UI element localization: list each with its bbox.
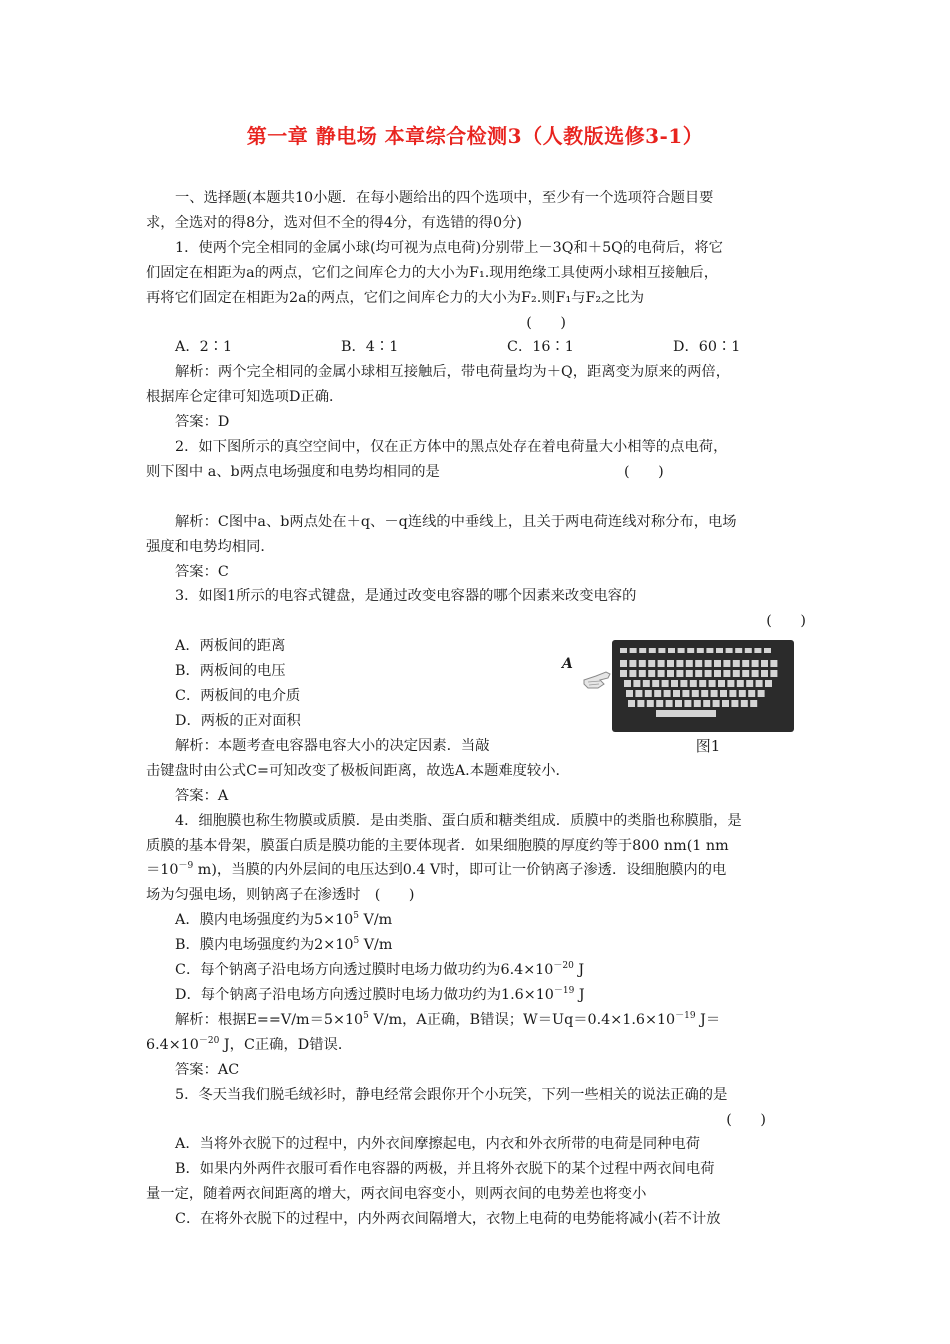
keyboard-key	[756, 680, 763, 687]
keyboard-key	[666, 700, 673, 707]
q2-stem: 2．如下图所示的真空空间中，仅在正方体中的黑点处存在着电荷量大小相等的点电荷，	[175, 439, 728, 456]
q3-analysis-cont: 击键盘时由公式C=可知改变了极板间距离，故选A.本题难度较小．	[146, 762, 570, 779]
keyboard-key	[733, 660, 740, 667]
text: 6.4×10	[146, 1036, 199, 1053]
q2-analysis-cont: 强度和电势均相同．	[146, 538, 275, 555]
keyboard-key	[629, 670, 636, 677]
keyboard-key	[620, 670, 627, 677]
keyboard-key	[711, 690, 718, 697]
q1-answer: 答案：D	[175, 414, 230, 431]
keyboard-key	[652, 680, 659, 687]
keyboard-key	[714, 670, 721, 677]
q5-stem: 5．冬天当我们脱毛绒衫时，静电经常会跟你开个小玩笑，下列一些相关的说法正确的是	[175, 1086, 728, 1103]
text: V/m，A正确，B错误；W＝Uq＝0.4×1.6×10	[368, 1011, 676, 1028]
q4-stem-cont: 质膜的基本骨架，膜蛋白质是膜功能的主要体现者．如果细胞膜的厚度约等于800 nm(1 nm	[146, 837, 729, 854]
text: V/m	[359, 937, 393, 954]
keyboard-key	[682, 690, 689, 697]
keyboard-key	[668, 648, 675, 653]
q4-answer: 答案：AC	[175, 1061, 240, 1078]
keyboard-key	[643, 680, 650, 687]
keyboard-key	[733, 670, 740, 677]
keyboard-key	[709, 680, 716, 687]
keyboard-key	[705, 660, 712, 667]
keyboard-key	[726, 648, 733, 653]
keyboard-key	[761, 660, 768, 667]
document-body	[146, 186, 810, 1232]
keyboard-keys	[616, 646, 792, 728]
keyboard-key	[690, 680, 697, 687]
q1-options	[146, 335, 810, 360]
q3-answer-paren	[146, 609, 810, 634]
figure-label-a: A	[562, 656, 573, 673]
superscript: 5	[353, 911, 359, 922]
superscript: －9	[178, 861, 194, 872]
q4-stem-cont: 场为匀强电场，则钠离子在渗透时 ( )	[146, 887, 415, 904]
superscript: －20	[198, 1035, 220, 1046]
keyboard-key	[656, 700, 663, 707]
keyboard-key	[658, 670, 665, 677]
keyboard-key	[720, 690, 727, 697]
keyboard-key	[630, 648, 637, 653]
keyboard-key	[680, 680, 687, 687]
q3-option-c: C．两板间的电介质	[175, 688, 301, 705]
text: C．每个钠离子沿电场方向透过膜时电场力做功约为6.4×10	[175, 962, 554, 979]
keyboard-key	[639, 660, 646, 667]
keyboard-key	[694, 700, 701, 707]
q4-stem: 4．细胞膜也称生物膜或质膜．是由类脂、蛋白质和糖类组成．质膜中的类脂也称膜脂，是	[175, 812, 742, 829]
keyboard-key	[737, 680, 744, 687]
text: J	[573, 962, 585, 979]
keyboard-key	[662, 680, 669, 687]
q1-answer-paren	[146, 311, 810, 336]
keyboard-key	[633, 680, 640, 687]
text: J，C正确，D错误．	[219, 1036, 353, 1053]
text: J＝	[695, 1011, 721, 1028]
keyboard-key	[675, 700, 682, 707]
keyboard-key	[686, 670, 693, 677]
text: V/m	[359, 912, 393, 929]
keyboard-key	[729, 690, 736, 697]
keyboard-key	[667, 670, 674, 677]
keyboard-key	[731, 700, 738, 707]
keyboard-key	[637, 700, 644, 707]
keyboard-key	[746, 680, 753, 687]
keyboard-key	[714, 660, 721, 667]
keyboard-key	[739, 690, 746, 697]
keyboard-key	[686, 660, 693, 667]
superscript: 5	[363, 1010, 369, 1021]
q3-options-with-figure	[146, 634, 810, 759]
keyboard-key	[765, 680, 772, 687]
keyboard-key	[735, 648, 742, 653]
figure-caption: 图1	[695, 737, 721, 756]
keyboard-key	[639, 648, 646, 653]
keyboard-key	[699, 680, 706, 687]
keyboard-key	[758, 690, 765, 697]
keyboard-key	[695, 660, 702, 667]
q5-option-b-cont: 量一定，随着两衣间距离的增大，两衣间电容变小，则两衣间的电势差也将变小	[146, 1186, 647, 1203]
q2-stem-cont	[146, 460, 810, 485]
keyboard-key	[713, 700, 720, 707]
q4-stem-cont	[146, 858, 810, 883]
text: m)，当膜的内外层间的电压达到0.4 V时，即可让一价钠离子渗透．设细胞膜内的电	[193, 862, 727, 879]
q3-analysis: 解析：本题考查电容器电容大小的决定因素．当敲	[175, 737, 490, 754]
keyboard-key	[706, 648, 713, 653]
keyboard-key	[664, 690, 671, 697]
keyboard-key	[723, 660, 730, 667]
superscript: －19	[553, 985, 575, 996]
q2-stem-text: 则下图中 a、b两点电场强度和电势均相同的是	[146, 463, 440, 480]
keyboard-key	[667, 660, 674, 667]
keyboard-figure	[562, 640, 794, 759]
keyboard-key	[748, 690, 755, 697]
superscript: 5	[353, 936, 360, 947]
q5-answer-paren	[146, 1108, 810, 1133]
q4-option-c	[146, 958, 810, 983]
keyboard-spacebar	[656, 710, 716, 717]
keyboard-key	[716, 648, 723, 653]
keyboard-key	[624, 680, 631, 687]
keyboard-key	[626, 690, 633, 697]
q4-analysis	[146, 1008, 810, 1033]
text: J	[574, 986, 585, 1003]
keyboard-key	[752, 670, 759, 677]
page-title: 第一章 静电场 本章综合检测3（人教版选修3-1）	[246, 124, 704, 148]
section-header-cont: 求，全选对的得8分，选对但不全的得4分，有选错的得0分)	[146, 214, 522, 231]
q4-option-a	[146, 908, 810, 933]
q3-option-b: B．两板间的电压	[175, 663, 286, 680]
keyboard-key	[723, 670, 730, 677]
q2-analysis: 解析：C图中a、b两点处在＋q、－q连线的中垂线上，且关于两电荷连线对称分布，电场	[175, 513, 737, 530]
q3-option-a: A．两板间的距离	[175, 638, 286, 655]
finger-icon	[582, 666, 612, 692]
q1-stem-cont: 们固定在相距为a的两点，它们之间库仑力的大小为F₁.现用绝缘工具使两小球相互接触后，	[146, 264, 718, 281]
keyboard-key	[645, 690, 652, 697]
q3-option-d: D．两板的正对面积	[175, 713, 301, 730]
keyboard-key	[703, 700, 710, 707]
keyboard-key	[673, 690, 680, 697]
keyboard-key	[770, 670, 777, 677]
keyboard-key	[722, 700, 729, 707]
q4-option-b	[146, 933, 810, 958]
q1-option-b: B．4∶1	[341, 339, 399, 356]
keyboard-key	[647, 700, 654, 707]
keyboard-key	[697, 648, 704, 653]
text: 解析：根据E==V/m＝5×10	[175, 1011, 364, 1028]
keyboard-key	[742, 660, 749, 667]
keyboard-key	[745, 648, 752, 653]
keyboard-key	[770, 660, 777, 667]
q4-analysis-cont	[146, 1033, 810, 1058]
q1-option-c: C．16∶1	[507, 339, 574, 356]
section-header: 一、选择题(本题共10小题．在每小题给出的四个选项中，至少有一个选项符合题目要	[175, 190, 714, 206]
q1-analysis-cont: 根据库仑定律可知选项D正确．	[146, 389, 344, 406]
keyboard-key	[741, 700, 748, 707]
keyboard-key	[648, 670, 655, 677]
keyboard-key	[676, 660, 683, 667]
keyboard-key	[639, 670, 646, 677]
keyboard-key	[687, 648, 694, 653]
answer-blank: ( )	[526, 314, 566, 331]
keyboard-key	[750, 700, 757, 707]
keyboard-image	[562, 640, 794, 732]
keyboard-key	[620, 660, 627, 667]
keyboard-key	[761, 670, 768, 677]
keyboard-key	[658, 660, 665, 667]
keyboard-key	[654, 690, 661, 697]
q1-stem-cont: 再将它们固定在相距为2a的两点，它们之间库仑力的大小为F₂.则F₁与F₂之比为	[146, 289, 645, 306]
text: ＝10	[146, 862, 179, 879]
superscript: －20	[553, 961, 574, 972]
text: A．膜内电场强度约为5×10	[175, 912, 354, 929]
keyboard-key	[629, 660, 636, 667]
q1-analysis: 解析：两个完全相同的金属小球相互接触后，带电荷量均为＋Q，距离变为原来的两倍，	[175, 364, 730, 381]
keyboard-key	[742, 670, 749, 677]
q5-option-a: A．当将外衣脱下的过程中，内外衣间摩擦起电，内衣和外衣所带的电荷是同种电荷	[175, 1136, 701, 1153]
keyboard-key	[628, 700, 635, 707]
keyboard-key	[635, 690, 642, 697]
keyboard-key	[678, 648, 685, 653]
superscript: －19	[675, 1010, 696, 1021]
answer-blank: ( )	[726, 1111, 766, 1128]
q1-stem: 1．使两个完全相同的金属小球(均可视为点电荷)分别带上－3Q和＋5Q的电荷后，将它	[175, 239, 723, 256]
keyboard-key	[692, 690, 699, 697]
q3-answer: 答案：A	[175, 787, 229, 804]
q1-option-a: A．2∶1	[175, 339, 233, 356]
keyboard-key	[705, 670, 712, 677]
q5-option-c: C．在将外衣脱下的过程中，内外两衣间隔增大，衣物上电荷的电势能将减小(若不计放	[175, 1211, 721, 1228]
q5-option-b: B．如果内外两件衣服可看作电容器的两极，并且将外衣脱下的某个过程中两衣间电荷	[175, 1161, 715, 1178]
answer-blank: ( )	[766, 613, 806, 630]
q1-option-d: D．60∶1	[673, 339, 741, 356]
keyboard-key	[671, 680, 678, 687]
answer-blank: ( )	[624, 463, 664, 480]
keyboard-key	[727, 680, 734, 687]
keyboard-key	[695, 670, 702, 677]
keyboard-key	[620, 648, 627, 653]
keyboard-key	[649, 648, 656, 653]
text: B．膜内电场强度约为2×10	[175, 937, 354, 954]
text: D．每个钠离子沿电场方向透过膜时电场力做功约为1.6×10	[175, 986, 554, 1003]
keyboard-key	[676, 670, 683, 677]
keyboard-key	[684, 700, 691, 707]
q3-stem: 3．如图1所示的电容式键盘，是通过改变电容器的哪个因素来改变电容的	[175, 588, 637, 605]
q4-option-d	[146, 983, 810, 1008]
keyboard-key	[754, 648, 761, 653]
keyboard-key	[658, 648, 665, 653]
q2-answer: 答案：C	[175, 563, 229, 580]
keyboard-key	[752, 660, 759, 667]
keyboard-key	[764, 648, 771, 653]
keyboard-key	[701, 690, 708, 697]
keyboard-key	[718, 680, 725, 687]
keyboard-key	[648, 660, 655, 667]
